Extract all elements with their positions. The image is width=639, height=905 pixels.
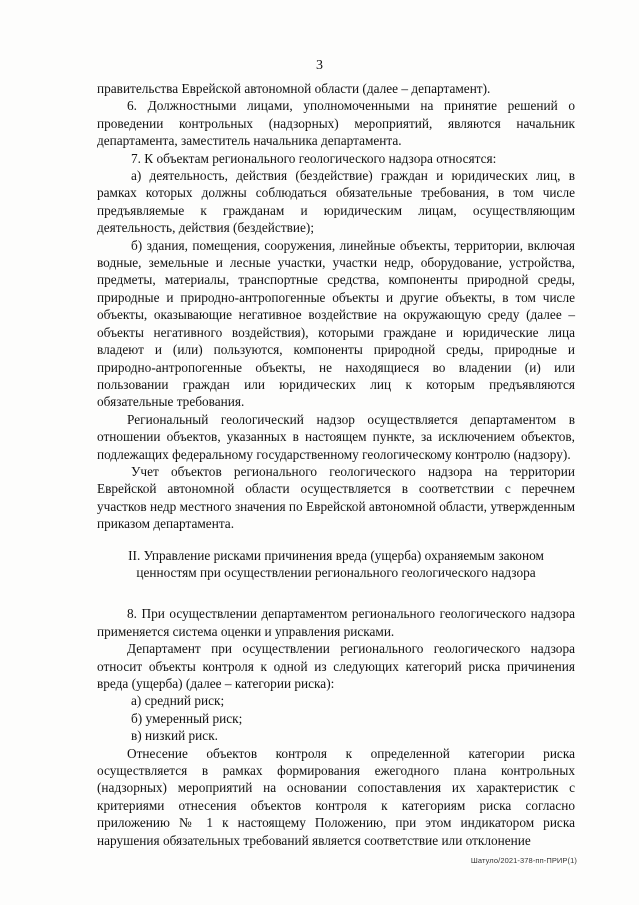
paragraph-7: 7. К объектам регионального геологического надзора относятся: (131, 150, 497, 166)
paragraph-regional-supervision: Региональный геологический надзор осуществляется департаментом в отношении объектов, указанных в настоящем пункте, за исключением объектов, подлежащих федеральному государственному геологическому контролю (надзору). (97, 411, 575, 462)
section-heading: II. Управление рисками причинения вреда (ущерба) охраняемым законом ценностям при осуществлении регионального геологического надзора (128, 547, 544, 580)
risk-item-low: в) низкий риск. (131, 728, 218, 744)
paragraph-7a: а) деятельность, действия (бездействие) граждан и юридических лиц, в рамках которых должны соблюдаться обязательные требования, в том числе предъявляемые к гражданам и юридическим лицам, осуществляющим деятельность, действия (бездействие); (97, 168, 575, 236)
paragraph-6: 6. Должностными лицами, уполномоченными на принятие решений о проведении контрольных (надзорных) мероприятий, являются начальник департамента, заместитель начальника департамента. (97, 98, 575, 149)
paragraph-risk-assignment: Отнесение объектов контроля к определенной категории риска осуществляется в рамках формирования ежегодного плана контрольных (надзорных) мероприятий на основании сопоставления их характеристик с критериями отнесения объектов контроля к категориям риска согласно приложению № 1 к настоящему Положению, при этом индикатором риска нарушения обязательных требований является соответствие или отклонение (97, 745, 575, 848)
paragraph-7b: б) здания, помещения, сооружения, линейные объекты, территории, включая водные, земельные и лесные участки, участки недр, оборудование, устройства, предметы, материалы, транспортные средства, компоненты природной среды, природные и природно-антропогенные объекты и другие объекты, в том числе объекты, оказывающие негативное воздействие на окружающую среду (далее – объекты негативного воздействия), которыми граждане и юридические лица владеют и (или) пользуются, компоненты природной среды, природные и природно-антропогенные объекты, не находящиеся во владении (и) или пользовании граждан или юридических лиц к которым предъявляются обязательные требования. (97, 237, 575, 410)
document-body (97, 80, 575, 849)
risk-item-moderate: б) умеренный риск; (131, 710, 243, 726)
paragraph-continuation: правительства Еврейской автономной области (далее – департамент). (97, 81, 491, 96)
risk-item-medium: а) средний риск; (131, 693, 225, 709)
paragraph-registration: Учет объектов регионального геологического надзора на территории Еврейской автономной области осуществляется в соответствии с перечнем участков недр местного значения по Еврейской автономной области, утвержденным приказом департамента. (97, 463, 575, 532)
paragraph-risk-categories: Департамент при осуществлении регионального геологического надзора относит объекты контроля к одной из следующих категорий риска причинения вреда (ущерба) (далее – категории риска): (97, 641, 575, 691)
document-footer-code: Шатуло/2021-378-пп-ПРИР(1) (470, 856, 577, 865)
page-number: 3 (316, 58, 323, 73)
paragraph-8: 8. При осуществлении департаментом регионального геологического надзора применяется система оценки и управления рисками. (97, 606, 575, 639)
